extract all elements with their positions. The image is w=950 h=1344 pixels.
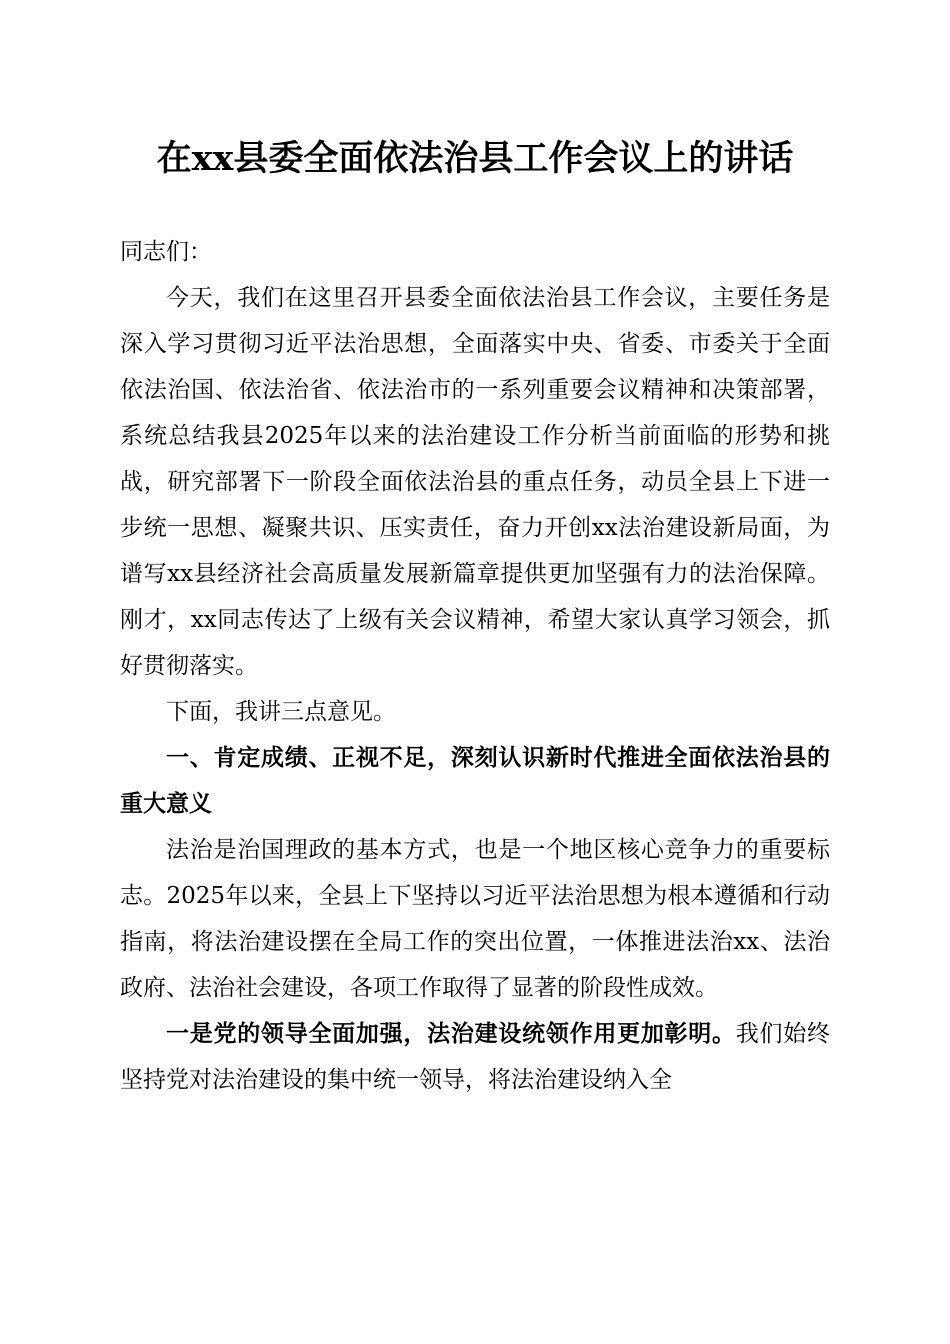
- intro-paragraph: 今天，我们在这里召开县委全面依法治县工作会议，主要任务是深入学习贯彻习近平法治思想，全面落实中央、省委、市委关于全面依法治国、依法治省、依法治市的一系列重要会议精神和决策部署，系统总结我县2025年以来的法治建设工作分析当前面临的形势和挑战，研究部署下一阶段全面依法治县的重点任务，动员全县上下进一步统一思想、凝聚共识、压实责任，奋力开创xx法治建设新局面，为谱写xx县经济社会高质量发展新篇章提供更加坚强有力的法治保障。刚才，xx同志传达了上级有关会议精神，希望大家认真学习领会，抓好贯彻落实。: [120, 285, 830, 679]
- point-one-paragraph: [120, 1011, 830, 1103]
- salutation: 同志们：: [120, 239, 212, 265]
- section-one-heading: 一、肯定成绩、正视不足，深刻认识新时代推进全面依法治县的重大意义: [120, 745, 830, 817]
- document-body: [120, 229, 830, 1103]
- point-one-lead: 一是党的领导全面加强，法治建设统领作用更加彰明。: [166, 1020, 736, 1047]
- section-one-paragraph: 法治是治国理政的基本方式，也是一个地区核心竞争力的重要标志。2025年以来，全县上下坚持以习近平法治思想为根本遵循和行动指南，将法治建设摆在全局工作的突出位置，一体推进法治xx、法治政府、法治社会建设，各项工作取得了显著的阶段性成效。: [120, 837, 830, 1001]
- document-title: 在xx县委全面依法治县工作会议上的讲话: [156, 138, 794, 179]
- point-one-body: 我们始终坚持党对法治建设的集中统一领导，将法治建设纳入全: [120, 1021, 831, 1093]
- transition-paragraph: 下面，我讲三点意见。: [166, 699, 396, 725]
